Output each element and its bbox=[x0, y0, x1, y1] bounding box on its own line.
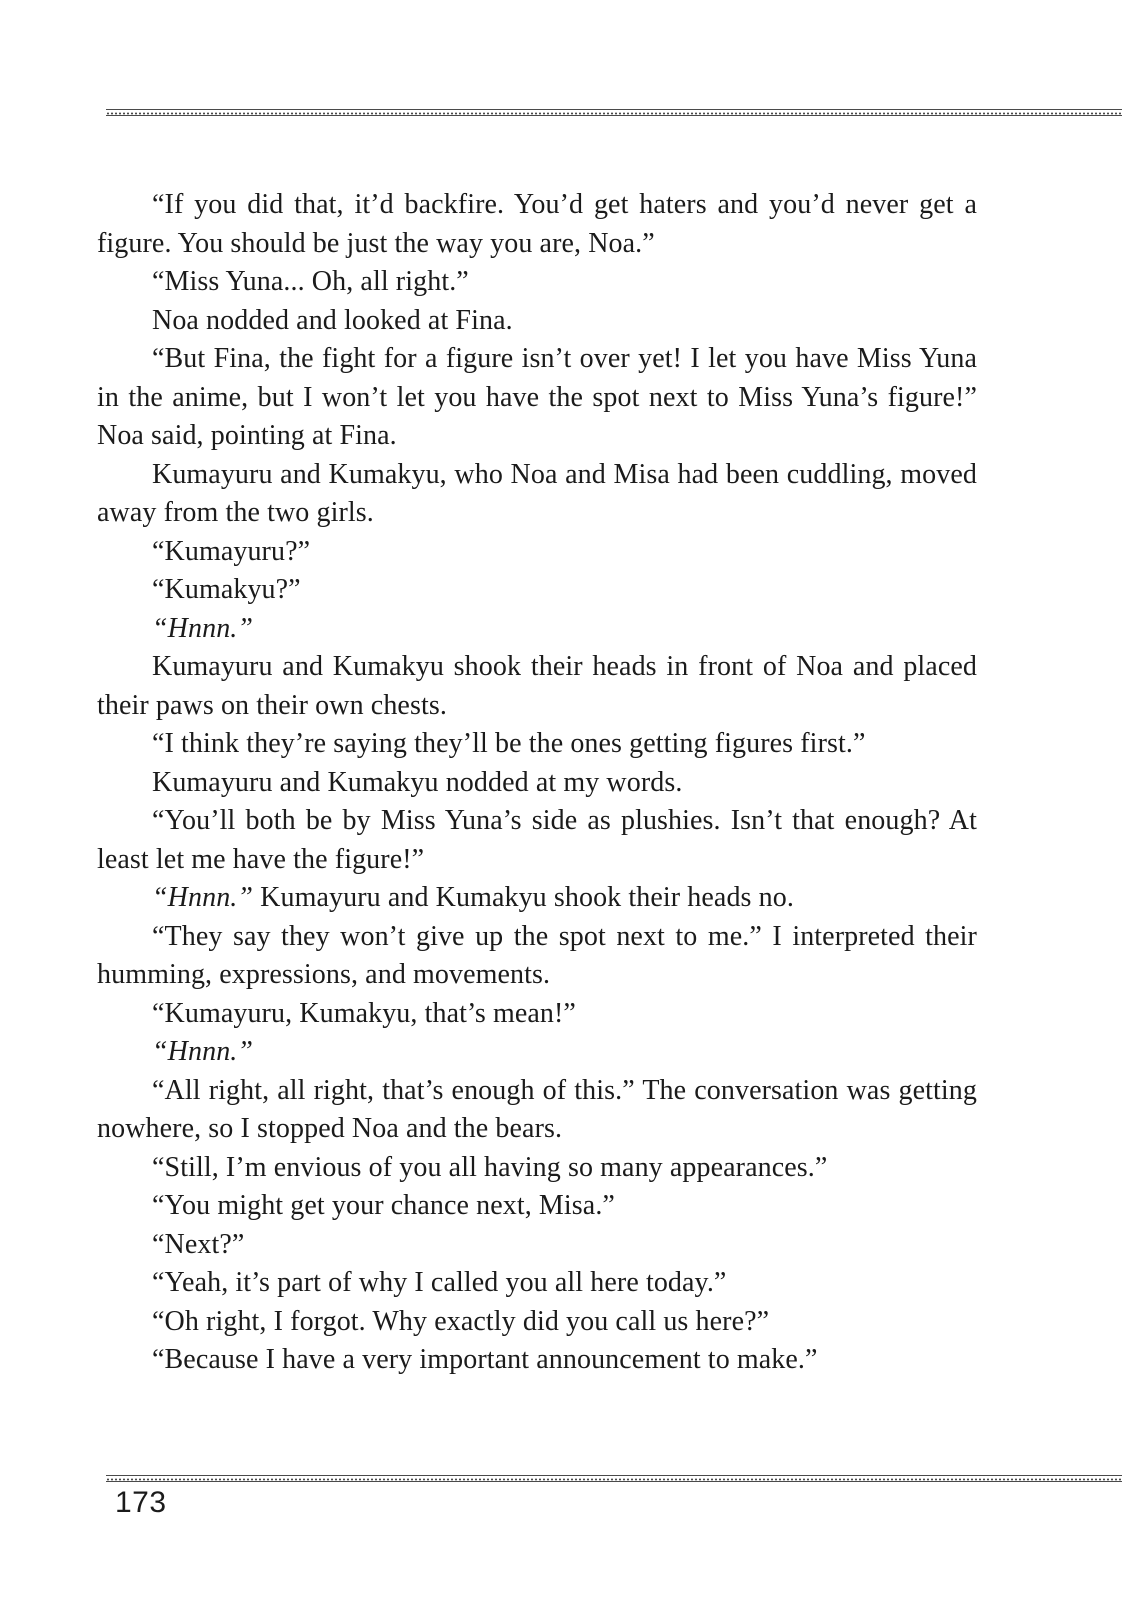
paragraph: Kumayuru and Kumakyu nodded at my words. bbox=[152, 766, 683, 798]
paragraph: “I think they’re saying they’ll be the ones getting figures first.” bbox=[152, 728, 866, 759]
paragraph: “But Fina, the fight for a figure isn’t over yet! I let you have Miss Yuna in the anime, but I won’t let you have the spot next to Miss Yuna’s figure!” Noa said, pointing at Fina. bbox=[97, 343, 977, 451]
paragraph: “All right, all right, that’s enough of this.” The conversation was getting nowhere, so I stopped Noa and the bears. bbox=[97, 1074, 977, 1144]
paragraph: “You’ll both be by Miss Yuna’s side as plushies. Isn’t that enough? At least let me have the figure!” bbox=[97, 805, 977, 875]
footer-rule bbox=[106, 1475, 1122, 1482]
paragraph: “If you did that, it’d backfire. You’d get haters and you’d never get a figure. You should be just the way you are, Noa.” bbox=[97, 189, 977, 259]
paragraph: Kumayuru and Kumakyu, who Noa and Misa had been cuddling, moved away from the two girls. bbox=[97, 458, 977, 528]
paragraph: “Yeah, it’s part of why I called you all here today.” bbox=[152, 1267, 727, 1298]
paragraph: “You might get your chance next, Misa.” bbox=[152, 1190, 615, 1221]
italic-hum: “Hnnn.” bbox=[152, 882, 254, 913]
paragraph: “Next?” bbox=[152, 1228, 245, 1260]
paragraph: “Still, I’m envious of you all having so many appearances.” bbox=[152, 1151, 828, 1183]
page-number: 173 bbox=[115, 1486, 167, 1519]
paragraph bbox=[97, 1033, 977, 1072]
body-text bbox=[97, 186, 977, 1380]
paragraph: “They say they won’t give up the spot next to me.” I interpreted their humming, expressions, and movements. bbox=[97, 920, 977, 990]
paragraph: Kumayuru and Kumakyu shook their heads in front of Noa and placed their paws on their own chests. bbox=[97, 651, 977, 721]
header-rule bbox=[106, 109, 1122, 116]
paragraph: “Hnnn.” Kumayuru and Kumakyu shook their heads no. bbox=[152, 882, 794, 913]
italic-hum: “Hnnn.” bbox=[152, 612, 254, 644]
paragraph: “Kumayuru, Kumakyu, that’s mean!” bbox=[152, 997, 576, 1029]
paragraph bbox=[97, 610, 977, 649]
italic-hum: “Hnnn.” bbox=[152, 1036, 254, 1067]
paragraph: “Because I have a very important announcement to make.” bbox=[152, 1344, 818, 1375]
paragraph: “Miss Yuna... Oh, all right.” bbox=[152, 266, 469, 297]
paragraph: “Oh right, I forgot. Why exactly did you call us here?” bbox=[152, 1305, 770, 1337]
paragraph: “Kumayuru?” bbox=[152, 535, 311, 567]
paragraph: Noa nodded and looked at Fina. bbox=[152, 304, 513, 336]
paragraph: “Kumakyu?” bbox=[152, 574, 301, 605]
